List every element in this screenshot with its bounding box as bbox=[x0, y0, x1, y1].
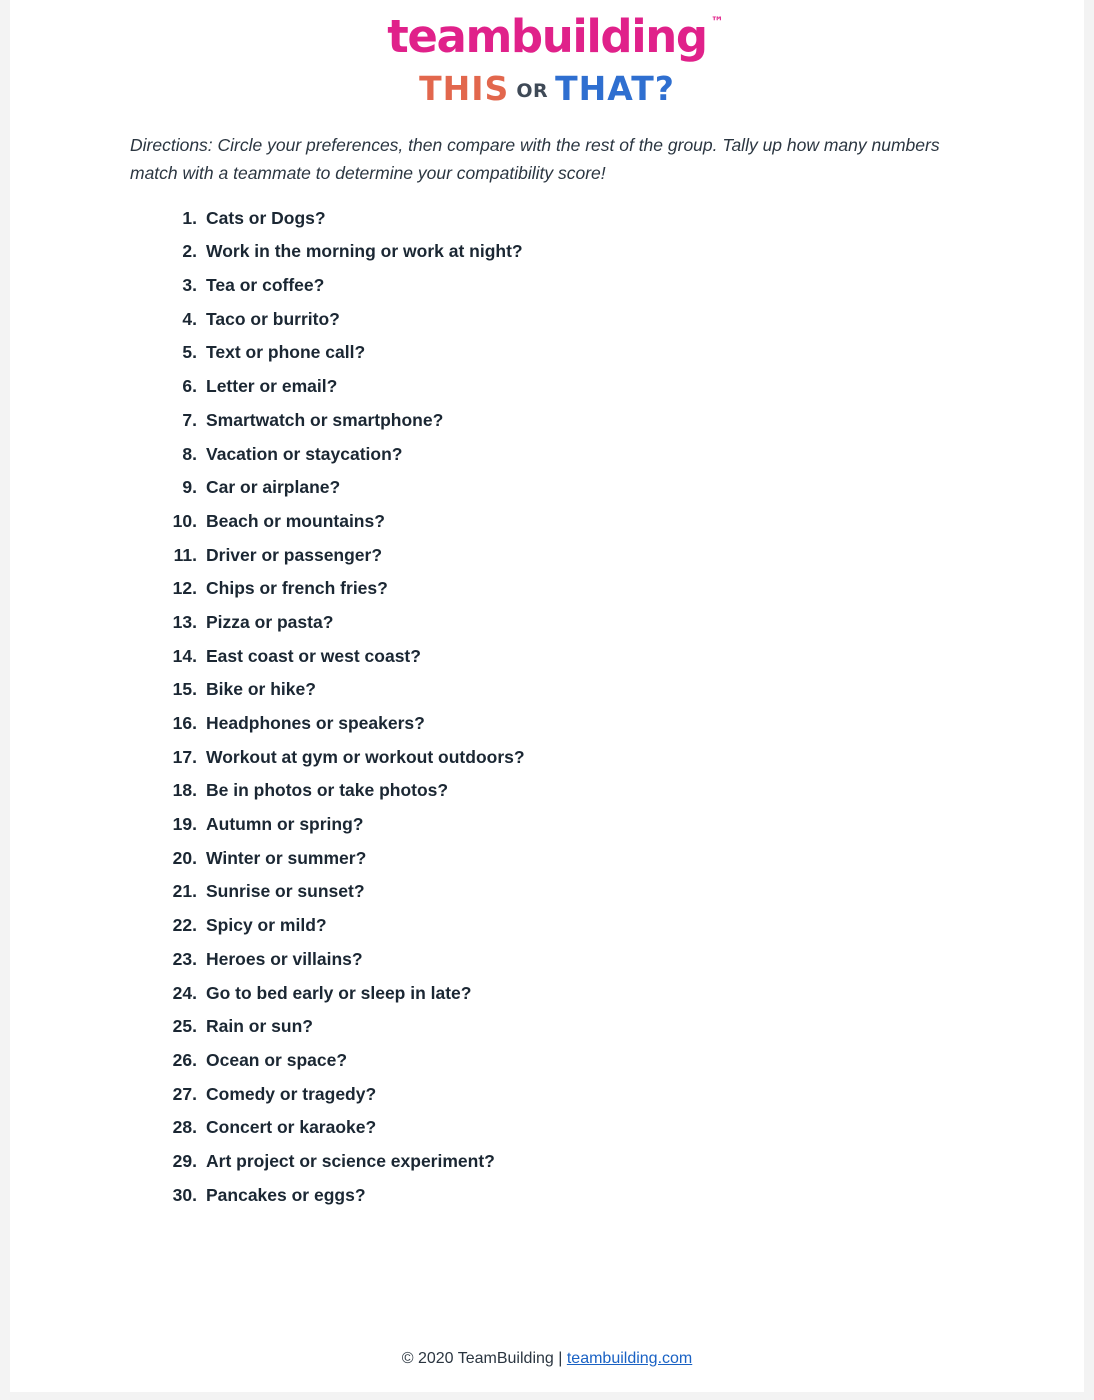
item-text: Bike or hike? bbox=[206, 679, 316, 700]
item-number: 21. bbox=[172, 881, 197, 902]
list-item bbox=[0, 948, 1094, 969]
item-number: 12. bbox=[172, 578, 197, 599]
item-number: 1. bbox=[182, 207, 197, 228]
item-number: 28. bbox=[172, 1117, 197, 1138]
item-text: Driver or passenger? bbox=[206, 544, 383, 565]
item-text: Headphones or speakers? bbox=[206, 713, 425, 733]
item-number: 27. bbox=[172, 1083, 197, 1104]
item-text: Comedy or tragedy? bbox=[206, 1083, 377, 1104]
list-item bbox=[0, 681, 1094, 699]
list-item bbox=[0, 1150, 1094, 1171]
item-number: 15. bbox=[172, 679, 197, 700]
page-right-margin bbox=[1084, 0, 1094, 1400]
list-item bbox=[0, 1018, 1094, 1036]
list-item bbox=[0, 883, 1094, 901]
list-item bbox=[0, 1083, 1094, 1104]
trademark-symbol: ™ bbox=[710, 15, 724, 30]
item-text: Taco or burrito? bbox=[206, 308, 340, 329]
item-number: 11. bbox=[173, 544, 197, 565]
item-number: 17. bbox=[172, 746, 197, 767]
item-number: 3. bbox=[182, 275, 197, 296]
item-number: 6. bbox=[182, 376, 197, 397]
list-item bbox=[0, 746, 1094, 767]
item-text: Vacation or staycation? bbox=[206, 443, 403, 464]
list-item bbox=[0, 544, 1094, 565]
page-footer bbox=[0, 1350, 1094, 1368]
item-text: Be in photos or take photos? bbox=[206, 780, 449, 801]
item-number: 29. bbox=[172, 1150, 197, 1171]
item-text: Concert or karaoke? bbox=[206, 1117, 377, 1138]
item-number: 23. bbox=[172, 948, 197, 969]
item-text: Workout at gym or workout outdoors? bbox=[206, 746, 525, 767]
list-item bbox=[0, 378, 1094, 396]
item-number: 2. bbox=[182, 241, 197, 262]
list-item bbox=[0, 308, 1094, 329]
item-text: Art project or science experiment? bbox=[206, 1150, 495, 1171]
item-text: Beach or mountains? bbox=[206, 510, 385, 531]
item-text: Tea or coffee? bbox=[206, 275, 325, 296]
list-item bbox=[0, 344, 1094, 362]
website-link[interactable]: teambuilding.com bbox=[566, 1350, 693, 1367]
item-text: Winter or summer? bbox=[206, 847, 367, 868]
item-number: 25. bbox=[172, 1016, 197, 1037]
item-number: 19. bbox=[172, 814, 197, 835]
list-item bbox=[0, 409, 1094, 430]
list-item bbox=[0, 510, 1094, 531]
title-that: THAT? bbox=[555, 69, 675, 108]
item-text: East coast or west coast? bbox=[206, 645, 421, 666]
item-text: Work in the morning or work at night? bbox=[206, 241, 523, 262]
page-title bbox=[0, 69, 1094, 108]
list-item bbox=[0, 611, 1094, 632]
list-item bbox=[0, 1184, 1094, 1205]
item-text: Autumn or spring? bbox=[206, 814, 364, 835]
brand-name-text: teambuilding bbox=[387, 10, 707, 63]
directions-text: Directions: Circle your preferences, then compare with the rest of the group. Tally up how many numbers match with a teammate to determine your compatibility score! bbox=[130, 135, 940, 184]
list-item bbox=[0, 982, 1094, 1003]
item-number: 26. bbox=[172, 1049, 197, 1070]
list-item bbox=[0, 782, 1094, 800]
item-text: Go to bed early or sleep in late? bbox=[206, 982, 472, 1003]
item-number: 16. bbox=[172, 713, 197, 733]
questions-list bbox=[0, 207, 1094, 1205]
item-number: 30. bbox=[172, 1184, 197, 1205]
list-item bbox=[0, 277, 1094, 295]
item-text: Pizza or pasta? bbox=[206, 611, 334, 632]
list-item bbox=[0, 917, 1094, 935]
item-number: 7. bbox=[182, 409, 197, 430]
list-item bbox=[0, 847, 1094, 868]
item-number: 4. bbox=[182, 308, 197, 329]
item-number: 8. bbox=[182, 443, 197, 464]
item-text: Sunrise or sunset? bbox=[206, 881, 365, 902]
list-item bbox=[0, 1119, 1094, 1137]
list-item bbox=[0, 243, 1094, 261]
item-number: 20. bbox=[172, 847, 197, 868]
brand-logo bbox=[0, 0, 1094, 63]
item-text: Ocean or space? bbox=[206, 1049, 348, 1070]
list-item bbox=[0, 715, 1094, 733]
item-text: Smartwatch or smartphone? bbox=[206, 409, 444, 430]
list-item bbox=[0, 479, 1094, 497]
list-item bbox=[0, 443, 1094, 464]
item-text: Spicy or mild? bbox=[206, 915, 327, 936]
title-this: THIS bbox=[419, 69, 510, 108]
page-bottom-margin bbox=[0, 1392, 1094, 1400]
item-number: 24. bbox=[172, 982, 197, 1003]
list-item bbox=[0, 207, 1094, 228]
item-number: 13. bbox=[172, 611, 197, 632]
list-item bbox=[0, 580, 1094, 598]
item-number: 18. bbox=[172, 780, 197, 801]
list-item bbox=[0, 1049, 1094, 1070]
title-or: OR bbox=[516, 80, 549, 102]
brand-wordmark bbox=[387, 10, 724, 63]
item-number: 14. bbox=[172, 645, 197, 666]
item-number: 22. bbox=[172, 915, 197, 936]
item-text: Pancakes or eggs? bbox=[206, 1184, 366, 1205]
item-number: 5. bbox=[182, 342, 197, 363]
item-number: 10. bbox=[172, 510, 197, 531]
page-left-margin bbox=[0, 0, 10, 1400]
item-text: Rain or sun? bbox=[206, 1016, 313, 1037]
list-item bbox=[0, 816, 1094, 834]
list-item bbox=[0, 645, 1094, 666]
copyright-text: © 2020 TeamBuilding | bbox=[401, 1350, 563, 1367]
item-text: Cats or Dogs? bbox=[206, 207, 326, 228]
item-text: Letter or email? bbox=[206, 376, 338, 397]
item-number: 9. bbox=[182, 477, 197, 498]
item-text: Heroes or villains? bbox=[206, 948, 363, 969]
item-text: Car or airplane? bbox=[206, 477, 341, 498]
item-text: Chips or french fries? bbox=[206, 578, 388, 599]
item-text: Text or phone call? bbox=[206, 342, 366, 363]
